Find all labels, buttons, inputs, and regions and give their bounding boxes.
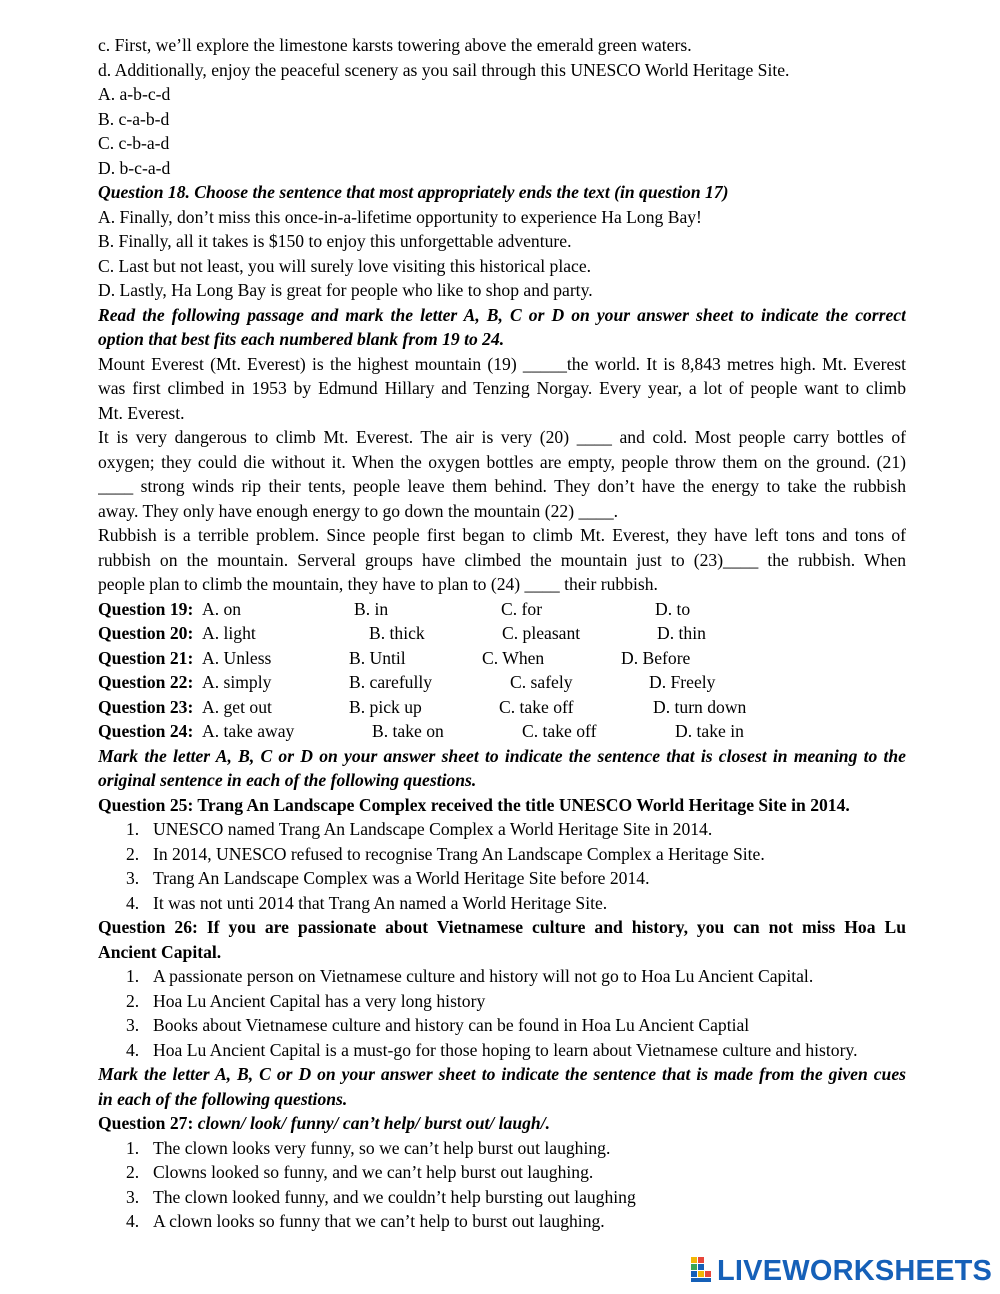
q17-item-c: c. First, we’ll explore the limestone karsts towering above the emerald green waters. [98, 35, 692, 55]
liveworksheets-logo-text: LIVEWORKSHEETS [717, 1255, 993, 1287]
option-c[interactable]: C. When [482, 647, 545, 668]
q26-option-4[interactable] [98, 1038, 906, 1063]
passage-line: ____ strong winds rip their tents, people leave them behind. They don’t have the energy to take the rubbish [98, 476, 906, 496]
question-label: Question 21: [98, 647, 194, 668]
option-d[interactable]: D. thin [657, 623, 706, 643]
question-label: Question 20: [98, 623, 194, 643]
option-text: Hoa Lu Ancient Capital has a very long history [153, 990, 486, 1011]
option-number: 4. [126, 1211, 140, 1231]
q25-option-1[interactable] [98, 817, 906, 842]
q27-cue: clown/ look/ funny/ can’t help/ burst out/ laugh/. [197, 1113, 550, 1133]
passage-line: rubbish on the mountain. Serveral groups have climbed the mountain just to (23)____ the rubbish. When [98, 549, 906, 570]
question-24-row [98, 719, 906, 744]
liveworksheets-logo [691, 1255, 992, 1285]
option-text: UNESCO named Trang An Landscape Complex a World Heritage Site in 2014. [153, 819, 713, 839]
passage-line: away. They only have enough energy to go down the mountain (22) ____. [98, 500, 619, 521]
option-c[interactable]: C. take off [499, 696, 574, 717]
q27-option-4[interactable] [98, 1209, 906, 1234]
option-text: A clown looks so funny that we can’t help to burst out laughing. [153, 1211, 605, 1231]
worksheet-page [98, 33, 906, 1234]
q25-option-2[interactable] [98, 842, 906, 867]
q17-option-c: C. c-b-a-d [98, 133, 170, 153]
option-a[interactable]: A. get out [202, 696, 272, 717]
option-c[interactable]: C. pleasant [502, 623, 581, 643]
q27-title [98, 1111, 906, 1136]
q26-title-line-1: Question 26: If you are passionate about Vietnamese culture and history, you can not miss Hoa Lu [98, 917, 906, 937]
option-d[interactable]: D. to [655, 598, 691, 619]
option-text: The clown looked funny, and we couldn’t help bursting out laughing [153, 1186, 636, 1207]
question-21-row [98, 646, 906, 671]
question-23-row [98, 695, 906, 720]
question-22-row [98, 670, 906, 695]
cues-instruction-line-1: Mark the letter A, B, C or D on your answer sheet to indicate the sentence that is made from the given cues [98, 1064, 906, 1084]
liveworksheets-logo-icon [691, 1257, 713, 1283]
passage-instruction-line-2: option that best fits each numbered blank from 19 to 24. [98, 329, 505, 349]
q18-option-b: B. Finally, all it takes is $150 to enjoy this unforgettable adventure. [98, 231, 572, 251]
question-label: Question 19: [98, 598, 194, 619]
q17-option-a: A. a-b-c-d [98, 84, 171, 104]
option-text: Books about Vietnamese culture and history can be found in Hoa Lu Ancient Captial [153, 1015, 750, 1035]
q25-option-4[interactable] [98, 891, 906, 916]
option-text: It was not unti 2014 that Trang An named a World Heritage Site. [153, 892, 608, 913]
cues-instruction-line-2: in each of the following questions. [98, 1088, 348, 1109]
option-a[interactable]: A. simply [202, 672, 272, 692]
passage-line: It is very dangerous to climb Mt. Everest. The air is very (20) ____ and cold. Most people carry bottles of [98, 427, 906, 447]
option-text: Clowns looked so funny, and we can’t help burst out laughing. [153, 1162, 594, 1182]
q17-option-d: D. b-c-a-d [98, 157, 171, 178]
option-c[interactable]: C. for [501, 598, 543, 619]
option-d[interactable]: D. Before [621, 647, 691, 668]
question-label: Question 22: [98, 672, 194, 692]
passage-line: oxygen; they could die without it. When the oxygen bottles are empty, people throw them on the ground. (21) [98, 451, 906, 472]
q27-option-3[interactable] [98, 1185, 906, 1210]
q25-option-3[interactable] [98, 866, 906, 891]
option-text: Trang An Landscape Complex was a World Heritage Site before 2014. [153, 868, 650, 888]
q18-option-d: D. Lastly, Ha Long Bay is great for people who like to shop and party. [98, 280, 593, 300]
option-d[interactable]: D. Freely [649, 672, 716, 692]
q18-option-a: A. Finally, don’t miss this once-in-a-lifetime opportunity to experience Ha Long Bay! [98, 206, 702, 227]
option-d[interactable]: D. turn down [653, 696, 747, 717]
option-b[interactable]: B. pick up [349, 696, 422, 717]
q26-title-line-2: Ancient Capital. [98, 941, 222, 962]
q26-option-3[interactable] [98, 1013, 906, 1038]
option-c[interactable]: C. safely [510, 672, 573, 692]
option-a[interactable]: A. light [202, 623, 256, 643]
q17-option-b: B. c-a-b-d [98, 108, 170, 129]
option-b[interactable]: B. in [354, 598, 389, 619]
q26-option-1[interactable] [98, 964, 906, 989]
option-number: 3. [126, 1186, 140, 1207]
option-text: A passionate person on Vietnamese culture and history will not go to Hoa Lu Ancient Capital. [153, 966, 814, 986]
closest-instruction-line-2: original sentence in each of the following questions. [98, 770, 477, 790]
passage-line: people plan to climb the mountain, they have to plan to (24) ____ their rubbish. [98, 574, 658, 594]
option-text: Hoa Lu Ancient Capital is a must-go for those hoping to learn about Vietnamese culture and history. [153, 1039, 858, 1060]
passage-line: was first climbed in 1953 by Edmund Hillary and Tenzing Norgay. Every year, a lot of people want to climb [98, 378, 906, 398]
passage-line: Mt. Everest. [98, 402, 185, 423]
q17-item-d: d. Additionally, enjoy the peaceful scenery as you sail through this UNESCO World Heritage Site. [98, 59, 790, 80]
option-number: 2. [126, 1162, 140, 1182]
passage-instruction-line-1: Read the following passage and mark the letter A, B, C or D on your answer sheet to indicate the correct [98, 304, 906, 325]
option-number: 4. [126, 892, 140, 913]
q18-option-c: C. Last but not least, you will surely love visiting this historical place. [98, 255, 592, 276]
option-a[interactable]: A. on [202, 598, 242, 619]
option-number: 1. [126, 819, 140, 839]
option-number: 3. [126, 868, 140, 888]
question-20-row [98, 621, 906, 646]
option-c[interactable]: C. take off [522, 721, 597, 741]
passage-line: Mount Everest (Mt. Everest) is the highest mountain (19) _____the world. It is 8,843 metres high. Mt. Everest [98, 353, 906, 374]
option-number: 3. [126, 1015, 140, 1035]
option-number: 1. [126, 1137, 140, 1158]
question-label: Question 24: [98, 721, 194, 741]
q18-title: Question 18. Choose the sentence that most appropriately ends the text (in question 17) [98, 182, 729, 202]
question-label: Question 27: [98, 1113, 194, 1133]
q26-option-2[interactable] [98, 989, 906, 1014]
closest-instruction-line-1: Mark the letter A, B, C or D on your answer sheet to indicate the sentence that is closest in meaning to the [98, 745, 906, 766]
q27-option-1[interactable] [98, 1136, 906, 1161]
option-b[interactable]: B. Until [349, 647, 406, 668]
option-d[interactable]: D. take in [675, 721, 744, 741]
option-b[interactable]: B. carefully [349, 672, 433, 692]
question-19-row [98, 597, 906, 622]
option-b[interactable]: B. take on [372, 721, 444, 741]
q27-option-2[interactable] [98, 1160, 906, 1185]
question-label: Question 23: [98, 696, 194, 717]
option-number: 4. [126, 1039, 140, 1060]
q25-title: Question 25: Trang An Landscape Complex received the title UNESCO World Heritage Site in 2014. [98, 794, 850, 815]
option-a[interactable]: A. take away [202, 721, 295, 741]
option-number: 1. [126, 966, 140, 986]
passage-line: Rubbish is a terrible problem. Since people first began to climb Mt. Everest, they have left tons and tons of [98, 525, 906, 545]
option-text: The clown looks very funny, so we can’t help burst out laughing. [153, 1137, 611, 1158]
option-number: 2. [126, 843, 140, 864]
option-number: 2. [126, 990, 140, 1011]
option-text: In 2014, UNESCO refused to recognise Trang An Landscape Complex a Heritage Site. [153, 843, 765, 864]
option-a[interactable]: A. Unless [202, 647, 272, 668]
option-b[interactable]: B. thick [369, 623, 425, 643]
